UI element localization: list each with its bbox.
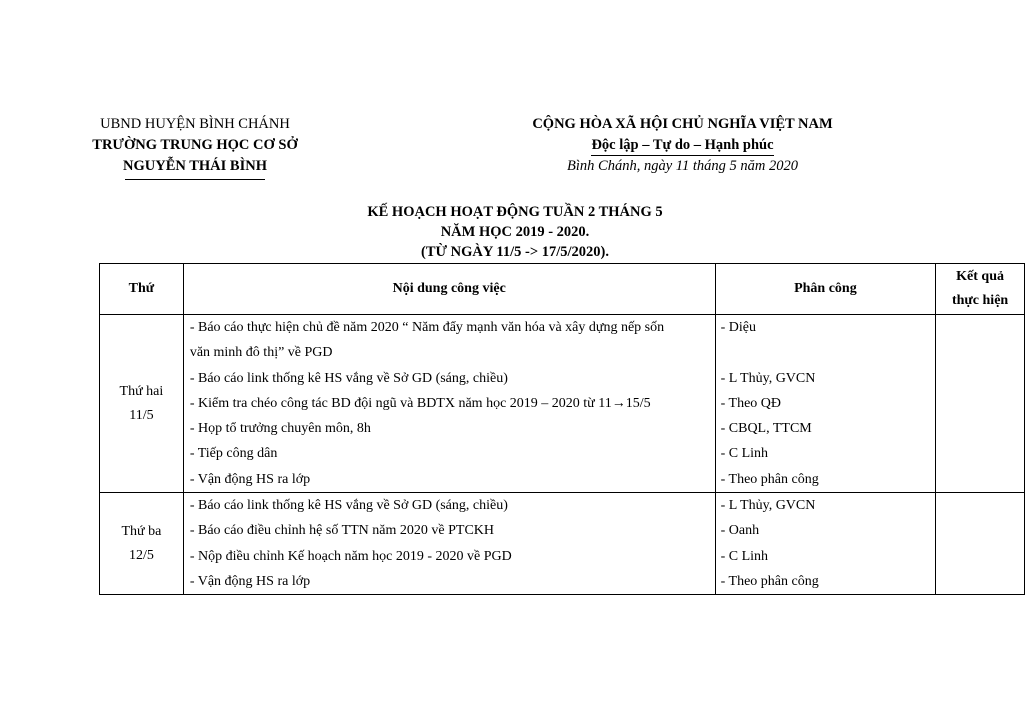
header-result-line-2: thực hiện xyxy=(951,293,1009,308)
assignee-line: - Theo phân công xyxy=(720,573,819,589)
national-title: CỘNG HÒA XÃ HỘI CHỦ NGHĨA VIỆT NAM xyxy=(532,116,833,132)
assignee-line: - Diệu xyxy=(720,320,756,335)
task-line: - Báo cáo link thống kê HS vắng về Sở GD (sáng, chiều) xyxy=(189,370,508,386)
task-line: - Nộp điều chỉnh Kế hoạch năm học 2019 - 2020 về PGD xyxy=(189,548,512,564)
place-date: Bình Chánh, ngày 11 tháng 5 năm 2020 xyxy=(567,158,798,174)
title-line-1: KẾ HOẠCH HOẠT ĐỘNG TUẦN 2 THÁNG 5 xyxy=(367,204,663,220)
weekly-plan-table xyxy=(99,263,1025,595)
title-line-2: NĂM HỌC 2019 - 2020. xyxy=(440,224,590,240)
document-title xyxy=(290,202,740,262)
national-motto: Độc lập – Tự do – Hạnh phúc xyxy=(591,136,773,156)
task-line: - Vận động HS ra lớp xyxy=(189,573,311,589)
task-line: - Vận động HS ra lớp xyxy=(189,471,311,487)
assignee-line: - Theo QĐ xyxy=(720,395,782,411)
header-content: Nội dung công việc xyxy=(183,264,715,315)
day-name: Thứ hai xyxy=(119,383,164,399)
school-name: NGUYỄN THÁI BÌNH xyxy=(123,158,267,174)
table-header-row xyxy=(100,264,1025,315)
header-result-line-1: Kết quả xyxy=(956,269,1004,284)
assign-cell xyxy=(715,315,936,493)
task-line: - Báo cáo link thống kê HS vắng về Sở GD (sáng, chiều) xyxy=(189,498,508,514)
content-cell xyxy=(183,493,715,595)
header-result xyxy=(936,264,1025,315)
task-line: văn minh đô thị” về PGD xyxy=(189,345,333,361)
assign-cell xyxy=(715,493,936,595)
content-cell xyxy=(183,315,715,493)
task-line: - Kiểm tra chéo công tác BD đội ngũ và BDTX năm học 2019 – 2020 từ 11→15/5 xyxy=(189,395,651,411)
table-row xyxy=(100,493,1025,595)
day-date: 12/5 xyxy=(128,547,154,563)
task-line: - Tiếp công dân xyxy=(189,446,278,462)
assignee-line: - C Linh xyxy=(720,548,769,564)
header-left xyxy=(80,114,310,180)
header-right xyxy=(495,114,870,177)
assignee-line: - L Thủy, GVCN xyxy=(720,498,816,514)
task-line: - Họp tổ trưởng chuyên môn, 8h xyxy=(189,421,371,437)
table-row xyxy=(100,315,1025,493)
task-line: - Báo cáo điều chỉnh hệ số TTN năm 2020 về PTCKH xyxy=(189,523,494,539)
assignee-line: - Oanh xyxy=(720,523,760,539)
header-day: Thứ xyxy=(100,264,184,315)
assignee-line: - C Linh xyxy=(720,446,769,462)
result-cell xyxy=(936,315,1025,493)
day-cell xyxy=(100,315,184,493)
title-line-3: (TỪ NGÀY 11/5 -> 17/5/2020). xyxy=(420,244,610,260)
assignee-line: - L Thủy, GVCN xyxy=(720,370,816,386)
school-type: TRƯỜNG TRUNG HỌC CƠ SỞ xyxy=(92,137,298,153)
header-assign: Phân công xyxy=(715,264,936,315)
assignee-line: - CBQL, TTCM xyxy=(720,421,812,437)
day-cell xyxy=(100,493,184,595)
assignee-line xyxy=(716,340,936,365)
result-cell xyxy=(936,493,1025,595)
day-name: Thứ ba xyxy=(121,523,162,539)
day-date: 11/5 xyxy=(129,407,154,423)
assignee-line: - Theo phân công xyxy=(720,471,819,487)
header-left-underline xyxy=(125,179,265,180)
task-line: - Báo cáo thực hiện chủ đề năm 2020 “ Năm đẩy mạnh văn hóa và xây dựng nếp sốn xyxy=(189,320,665,335)
district-name: UBND HUYỆN BÌNH CHÁNH xyxy=(100,116,290,132)
